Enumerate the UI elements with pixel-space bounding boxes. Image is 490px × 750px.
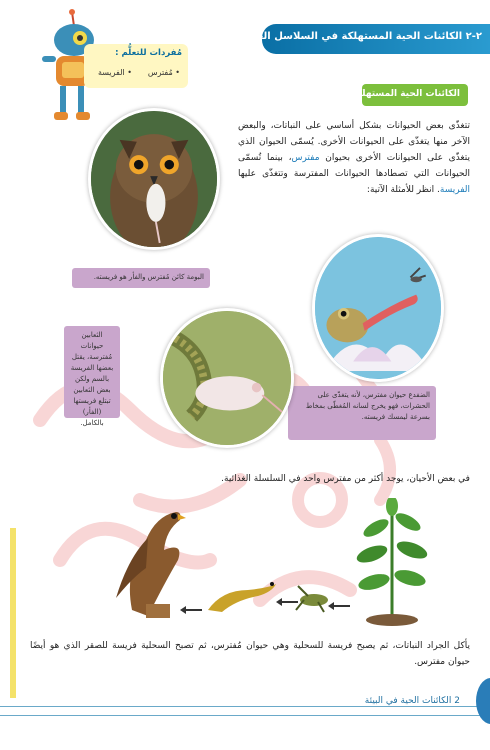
intro-paragraph xyxy=(238,118,470,198)
owl-caption: البومة كائن مُفترس والفأر هو فريسته. xyxy=(72,268,210,288)
vocabulary-title: مُفردات للتعلُّم : xyxy=(115,48,182,58)
arrow-icon xyxy=(328,602,350,610)
frog-illustration-icon xyxy=(315,237,441,379)
snake-illustration-icon xyxy=(163,311,291,445)
food-chain-paragraph: يأكل الجراد النباتات، ثم يصبح فريسة للسحلية وهي حيوان مُفترس، ثم تصبح السحلية فريسة للصقر الذي هو أيضًا حيوان مفترس. xyxy=(30,641,470,667)
vocabulary-box xyxy=(84,44,188,88)
food-chain-diagram xyxy=(102,498,472,630)
footer xyxy=(365,696,460,706)
term-predator: مفترس xyxy=(291,153,320,163)
decorative-bar xyxy=(10,528,16,698)
lesson-title: ٢-٢ الكائنات الحية المستهلكة في السلاسل الغذائية xyxy=(234,31,482,42)
lizard-icon xyxy=(208,582,276,612)
chapter-title: الكائنات الحية في البيئة xyxy=(364,696,452,706)
section-title: الكائنات الحية المستهلكة xyxy=(351,89,460,99)
paragraph-text-2: ، بينما تُسمّى الحيوانات التي تصطادها الحيوانات المفترسة وتتغذّى عليها xyxy=(238,153,470,179)
predators-sentence: في بعض الأحيان، يوجد أكثر من مفترس واحد في السلسلة الغذائية. xyxy=(221,474,470,484)
frog-caption: الضفدع حيوان مفترس، لأنه يتغذّى على الحشرات، فهو يخرج لسانه المُغطّى بمخاط بسرعة ليمسك فريسته. xyxy=(288,386,436,440)
frog-photo xyxy=(312,234,444,382)
locust-icon xyxy=(296,586,328,612)
plant-icon xyxy=(355,498,430,626)
arrow-icon xyxy=(276,598,298,606)
snake-photo xyxy=(160,308,294,448)
footer-line xyxy=(0,715,490,716)
section-heading xyxy=(351,84,468,106)
term-prey: الفريسة xyxy=(439,185,470,195)
footer-line xyxy=(0,706,490,707)
page-tab-decoration xyxy=(476,678,490,724)
paragraph-text-3: . انظر للأمثلة الآتية: xyxy=(366,185,440,195)
arrow-icon xyxy=(180,606,202,614)
vocabulary-item-predator: • مُفترس xyxy=(147,68,180,77)
lesson-header xyxy=(234,24,490,54)
vocabulary-item-prey: • الفريسة xyxy=(97,68,132,77)
page-number: 2 xyxy=(454,696,460,706)
snake-caption: الثعابين حيوانات مُفترسة، يقتل بعضها الفريسة بالسم ولكن بعض الثعابين تبتلع فريستها (الفأر) بالكامل. xyxy=(64,326,120,418)
paragraph-text-1: تتغذّى بعض الحيوانات بشكل أساسي على النباتات، والبعض الآخر منها يتغذّى على الحيوانات الأخرى. يُسمّى الحيوان الذي يتغذّى على الحيوانات الأخرى بحيوان xyxy=(238,121,470,163)
owl-photo xyxy=(88,108,220,250)
owl-illustration-icon xyxy=(91,111,217,247)
hawk-icon xyxy=(116,512,186,618)
